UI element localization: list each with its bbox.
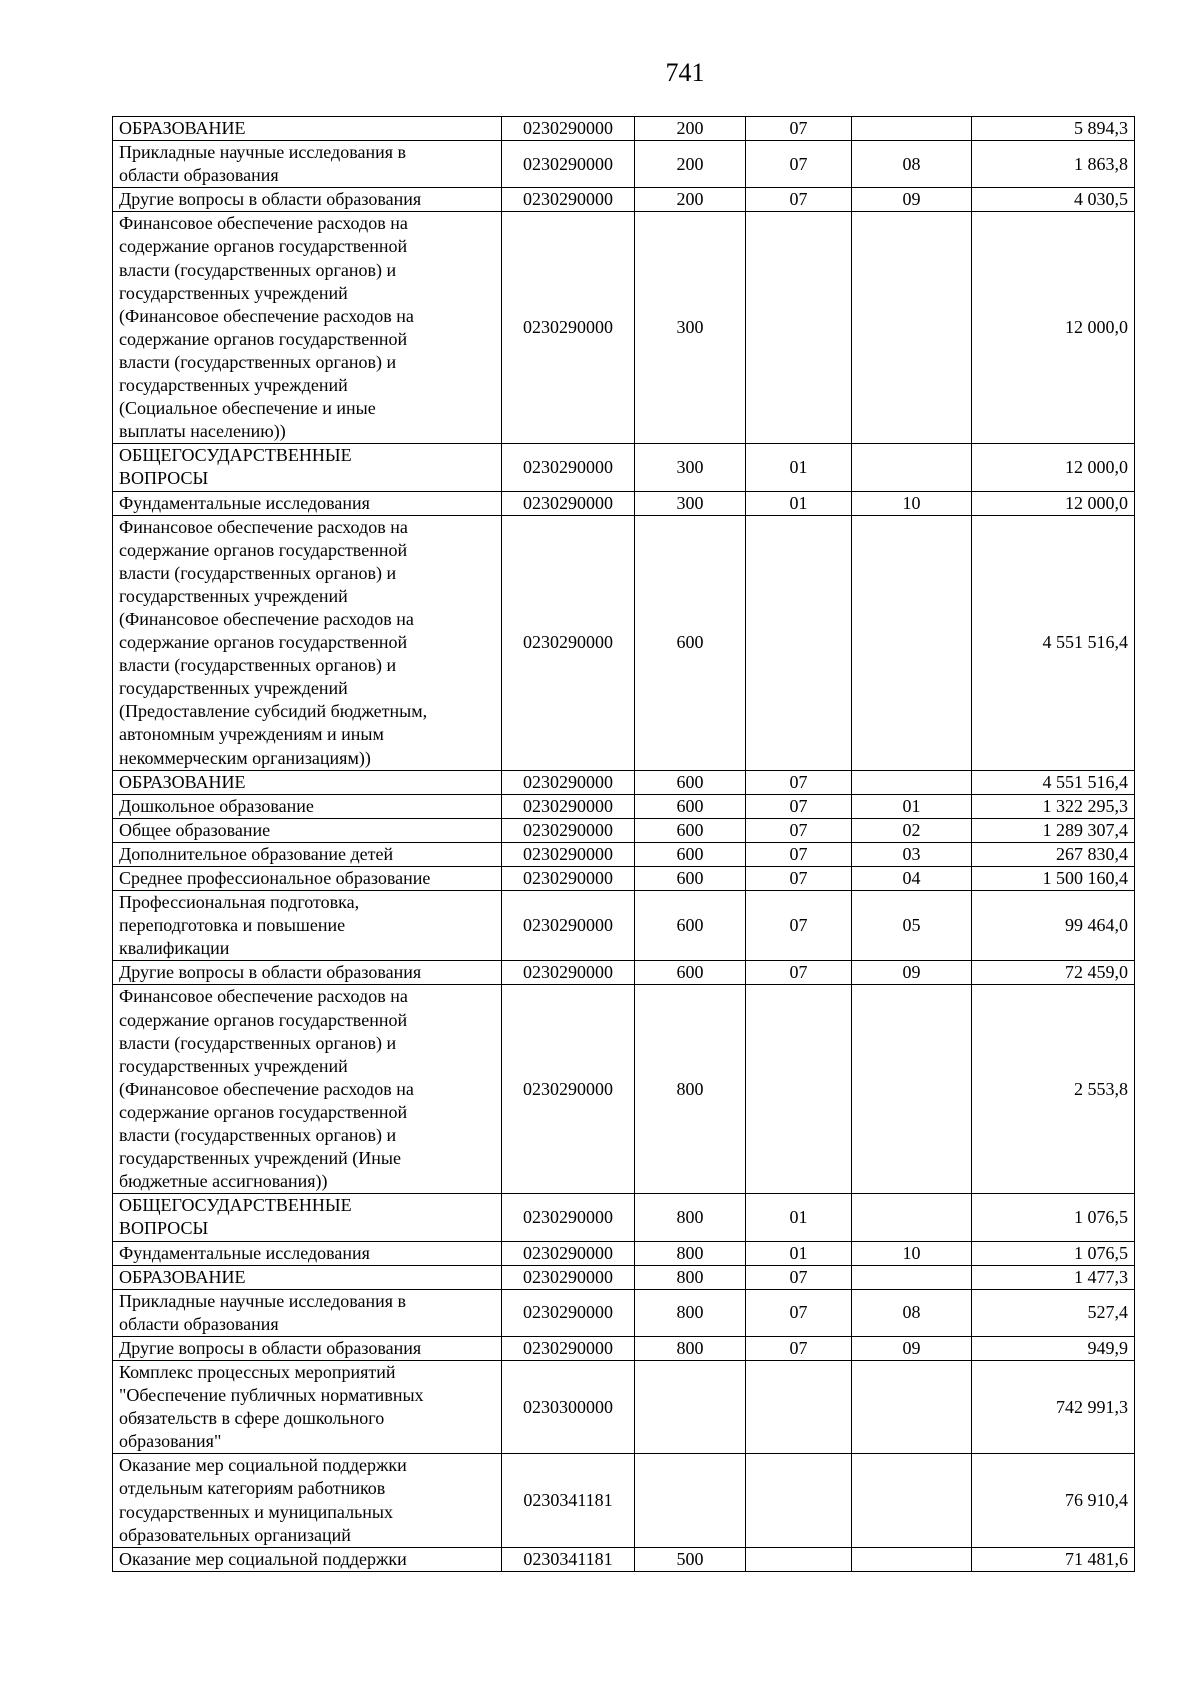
section-cell	[746, 1360, 852, 1453]
item-name-cell	[113, 188, 502, 212]
item-name-line: Другие вопросы в области образования	[119, 962, 422, 983]
item-name-line: (Финансовое обеспечение расходов на	[119, 608, 414, 629]
table-row	[113, 961, 1135, 985]
target-code-cell: 0230290000	[502, 770, 635, 794]
item-name-cell	[113, 985, 502, 1194]
expense-type-cell: 800	[635, 1241, 746, 1265]
target-code-cell: 0230290000	[502, 1241, 635, 1265]
section-cell	[746, 1547, 852, 1571]
item-name-line: Финансовое обеспечение расходов на	[119, 986, 408, 1007]
target-code-cell: 0230290000	[502, 985, 635, 1194]
item-name-line: власти (государственных органов) и	[119, 562, 397, 583]
section-cell: 07	[746, 770, 852, 794]
expense-type-cell: 200	[635, 188, 746, 212]
amount-cell: 71 481,6	[972, 1547, 1135, 1571]
target-code-cell: 0230290000	[502, 515, 635, 770]
subsection-cell: 08	[852, 141, 972, 188]
amount-cell: 1 500 160,4	[972, 867, 1135, 891]
table-row	[113, 842, 1135, 866]
section-cell: 07	[746, 842, 852, 866]
item-name-line: Прикладные научные исследования в	[119, 142, 406, 163]
item-name-line: квалификации	[119, 938, 230, 959]
item-name-line: отдельным категориям работников	[119, 1478, 386, 1499]
table-row	[113, 1265, 1135, 1289]
target-code-cell: 0230341181	[502, 1454, 635, 1547]
amount-cell: 4 030,5	[972, 188, 1135, 212]
item-name-line: некоммерческим организациям))	[119, 747, 371, 768]
table-row	[113, 212, 1135, 444]
item-name-cell	[113, 1194, 502, 1241]
target-code-cell: 0230300000	[502, 1360, 635, 1453]
item-name-line: Финансовое обеспечение расходов на	[119, 516, 408, 537]
expense-type-cell: 600	[635, 867, 746, 891]
amount-cell: 1 477,3	[972, 1265, 1135, 1289]
subsection-cell: 10	[852, 1241, 972, 1265]
item-name-line: (Финансовое обеспечение расходов на	[119, 1078, 414, 1099]
table-row	[113, 1289, 1135, 1336]
expense-type-cell: 800	[635, 1289, 746, 1336]
subsection-cell	[852, 1265, 972, 1289]
target-code-cell: 0230290000	[502, 818, 635, 842]
amount-cell: 76 910,4	[972, 1454, 1135, 1547]
subsection-cell	[852, 1547, 972, 1571]
target-code-cell: 0230341181	[502, 1547, 635, 1571]
item-name-line: Среднее профессиональное образование	[119, 868, 431, 888]
amount-cell: 1 322 295,3	[972, 794, 1135, 818]
subsection-cell	[852, 770, 972, 794]
subsection-cell	[852, 1360, 972, 1453]
subsection-cell	[852, 212, 972, 444]
target-code-cell: 0230290000	[502, 842, 635, 866]
subsection-cell: 04	[852, 867, 972, 891]
section-cell: 01	[746, 444, 852, 491]
item-name-line: Оказание мер социальной поддержки	[119, 1455, 407, 1476]
item-name-line: государственных учреждений	[119, 585, 348, 606]
item-name-line: Дополнительное образование детей	[119, 843, 394, 864]
item-name-cell	[113, 444, 502, 491]
section-cell: 01	[746, 1241, 852, 1265]
amount-cell: 949,9	[972, 1336, 1135, 1360]
item-name-line: Фундаментальные исследования	[119, 492, 370, 513]
table-row	[113, 444, 1135, 491]
item-name-line: власти (государственных органов) и	[119, 655, 397, 676]
item-name-line: содержание органов государственной	[119, 1101, 408, 1122]
table-row	[113, 1454, 1135, 1547]
item-name-cell	[113, 141, 502, 188]
amount-cell: 1 076,5	[972, 1241, 1135, 1265]
subsection-cell	[852, 1454, 972, 1547]
expense-type-cell: 600	[635, 842, 746, 866]
subsection-cell: 08	[852, 1289, 972, 1336]
item-name-line: государственных учреждений	[119, 282, 348, 303]
section-cell	[746, 985, 852, 1194]
subsection-cell: 09	[852, 961, 972, 985]
table-row	[113, 1194, 1135, 1241]
item-name-line: автономным учреждениям и иным	[119, 724, 384, 745]
expense-type-cell: 600	[635, 770, 746, 794]
subsection-cell: 10	[852, 491, 972, 515]
item-name-cell	[113, 842, 502, 866]
table-row	[113, 770, 1135, 794]
subsection-cell: 03	[852, 842, 972, 866]
item-name-cell	[113, 867, 502, 891]
item-name-cell	[113, 770, 502, 794]
item-name-line: содержание органов государственной	[119, 539, 408, 560]
table-row	[113, 188, 1135, 212]
page-number: 741	[665, 58, 705, 87]
table-row	[113, 1241, 1135, 1265]
table-row	[113, 1547, 1135, 1571]
expense-type-cell: 600	[635, 794, 746, 818]
item-name-cell	[113, 891, 502, 961]
item-name-cell	[113, 794, 502, 818]
amount-cell: 1 076,5	[972, 1194, 1135, 1241]
section-cell: 01	[746, 491, 852, 515]
amount-cell: 527,4	[972, 1289, 1135, 1336]
item-name-cell	[113, 1547, 502, 1571]
section-cell: 07	[746, 794, 852, 818]
item-name-line: Профессиональная подготовка,	[119, 892, 360, 913]
section-cell	[746, 1454, 852, 1547]
table-row	[113, 891, 1135, 961]
target-code-cell: 0230290000	[502, 141, 635, 188]
table-row	[113, 818, 1135, 842]
section-cell	[746, 515, 852, 770]
item-name-cell	[113, 491, 502, 515]
subsection-cell	[852, 1194, 972, 1241]
target-code-cell: 0230290000	[502, 1289, 635, 1336]
item-name-line: государственных и муниципальных	[119, 1501, 393, 1522]
section-cell: 07	[746, 117, 852, 141]
amount-cell: 267 830,4	[972, 842, 1135, 866]
expense-type-cell: 800	[635, 985, 746, 1194]
item-name-cell	[113, 212, 502, 444]
item-name-line: содержание органов государственной	[119, 1009, 408, 1030]
item-name-line: Фундаментальные исследования	[119, 1242, 370, 1263]
expense-type-cell: 600	[635, 515, 746, 770]
item-name-line: ОБРАЗОВАНИЕ	[119, 771, 246, 792]
table-row	[113, 867, 1135, 891]
target-code-cell: 0230290000	[502, 891, 635, 961]
target-code-cell: 0230290000	[502, 794, 635, 818]
item-name-line: Финансовое обеспечение расходов на	[119, 213, 408, 234]
amount-cell: 12 000,0	[972, 212, 1135, 444]
amount-cell: 4 551 516,4	[972, 515, 1135, 770]
subsection-cell	[852, 985, 972, 1194]
item-name-line: области образования	[119, 1313, 279, 1334]
subsection-cell: 09	[852, 188, 972, 212]
item-name-cell	[113, 1265, 502, 1289]
item-name-line: власти (государственных органов) и	[119, 259, 397, 280]
subsection-cell: 09	[852, 1336, 972, 1360]
section-cell: 07	[746, 818, 852, 842]
item-name-line: содержание органов государственной	[119, 632, 408, 653]
section-cell: 07	[746, 1265, 852, 1289]
target-code-cell: 0230290000	[502, 188, 635, 212]
expense-type-cell: 800	[635, 1336, 746, 1360]
amount-cell: 742 991,3	[972, 1360, 1135, 1453]
item-name-line: Дошкольное образование	[119, 795, 314, 816]
amount-cell: 12 000,0	[972, 444, 1135, 491]
item-name-line: содержание органов государственной	[119, 328, 408, 349]
subsection-cell	[852, 444, 972, 491]
item-name-cell	[113, 117, 502, 141]
item-name-cell	[113, 818, 502, 842]
target-code-cell: 0230290000	[502, 444, 635, 491]
section-cell: 07	[746, 867, 852, 891]
amount-cell: 72 459,0	[972, 961, 1135, 985]
target-code-cell: 0230290000	[502, 117, 635, 141]
item-name-line: Другие вопросы в области образования	[119, 189, 422, 210]
item-name-line: власти (государственных органов) и	[119, 351, 397, 372]
target-code-cell: 0230290000	[502, 491, 635, 515]
item-name-line: ОБЩЕГОСУДАРСТВЕННЫЕ	[119, 445, 352, 466]
table-row	[113, 117, 1135, 141]
amount-cell: 5 894,3	[972, 117, 1135, 141]
table-row	[113, 141, 1135, 188]
item-name-line: Комплекс процессных мероприятий	[119, 1361, 396, 1382]
item-name-line: выплаты населению))	[119, 421, 286, 442]
table-row	[113, 491, 1135, 515]
section-cell: 07	[746, 1289, 852, 1336]
section-cell	[746, 212, 852, 444]
item-name-line: содержание органов государственной	[119, 236, 408, 257]
item-name-line: ВОПРОСЫ	[119, 468, 209, 489]
item-name-line: ВОПРОСЫ	[119, 1218, 209, 1239]
item-name-line: ОБЩЕГОСУДАРСТВЕННЫЕ	[119, 1195, 352, 1216]
expense-type-cell: 300	[635, 491, 746, 515]
item-name-cell	[113, 515, 502, 770]
item-name-cell	[113, 1360, 502, 1453]
amount-cell: 12 000,0	[972, 491, 1135, 515]
item-name-line: "Обеспечение публичных нормативных	[119, 1385, 424, 1406]
table-row	[113, 1360, 1135, 1453]
section-cell: 07	[746, 141, 852, 188]
subsection-cell: 05	[852, 891, 972, 961]
amount-cell: 4 551 516,4	[972, 770, 1135, 794]
expense-type-cell: 200	[635, 141, 746, 188]
item-name-line: Оказание мер социальной поддержки	[119, 1548, 407, 1569]
item-name-line: (Финансовое обеспечение расходов на	[119, 305, 414, 326]
expense-type-cell: 600	[635, 961, 746, 985]
item-name-line: государственных учреждений (Иные	[119, 1148, 401, 1169]
item-name-line: власти (государственных органов) и	[119, 1125, 397, 1146]
table-row	[113, 794, 1135, 818]
subsection-cell: 02	[852, 818, 972, 842]
expense-type-cell: 600	[635, 818, 746, 842]
section-cell: 07	[746, 961, 852, 985]
item-name-line: Общее образование	[119, 819, 271, 840]
target-code-cell: 0230290000	[502, 867, 635, 891]
item-name-line: ОБРАЗОВАНИЕ	[119, 1266, 246, 1287]
item-name-line: переподготовка и повышение	[119, 915, 346, 936]
item-name-cell	[113, 961, 502, 985]
target-code-cell: 0230290000	[502, 1336, 635, 1360]
item-name-line: власти (государственных органов) и	[119, 1032, 397, 1053]
expense-type-cell: 500	[635, 1547, 746, 1571]
target-code-cell: 0230290000	[502, 212, 635, 444]
section-cell: 07	[746, 188, 852, 212]
expense-type-cell: 200	[635, 117, 746, 141]
item-name-line: ОБРАЗОВАНИЕ	[119, 118, 246, 138]
expense-type-cell: 800	[635, 1194, 746, 1241]
item-name-cell	[113, 1336, 502, 1360]
item-name-cell	[113, 1241, 502, 1265]
table-body	[113, 117, 1135, 1572]
target-code-cell: 0230290000	[502, 961, 635, 985]
expense-type-cell: 300	[635, 212, 746, 444]
amount-cell: 1 863,8	[972, 141, 1135, 188]
item-name-line: (Социальное обеспечение и иные	[119, 398, 376, 419]
target-code-cell: 0230290000	[502, 1194, 635, 1241]
subsection-cell: 01	[852, 794, 972, 818]
subsection-cell	[852, 515, 972, 770]
table-row	[113, 985, 1135, 1194]
item-name-line: бюджетные ассигнования))	[119, 1171, 328, 1192]
item-name-line: образования"	[119, 1431, 222, 1452]
expense-type-cell: 600	[635, 891, 746, 961]
item-name-cell	[113, 1289, 502, 1336]
item-name-line: обязательств в сфере дошкольного	[119, 1408, 385, 1429]
amount-cell: 1 289 307,4	[972, 818, 1135, 842]
item-name-line: государственных учреждений	[119, 678, 348, 699]
target-code-cell: 0230290000	[502, 1265, 635, 1289]
expense-type-cell	[635, 1360, 746, 1453]
subsection-cell	[852, 117, 972, 141]
expense-type-cell	[635, 1454, 746, 1547]
section-cell: 07	[746, 1336, 852, 1360]
expense-type-cell: 300	[635, 444, 746, 491]
budget-table	[112, 116, 1135, 1572]
item-name-line: государственных учреждений	[119, 1055, 348, 1076]
item-name-line: области образования	[119, 165, 279, 186]
item-name-cell	[113, 1454, 502, 1547]
table-row	[113, 515, 1135, 770]
section-cell: 07	[746, 891, 852, 961]
item-name-line: (Предоставление субсидий бюджетным,	[119, 701, 428, 722]
item-name-line: Прикладные научные исследования в	[119, 1290, 406, 1311]
section-cell: 01	[746, 1194, 852, 1241]
table-row	[113, 1336, 1135, 1360]
amount-cell: 99 464,0	[972, 891, 1135, 961]
item-name-line: Другие вопросы в области образования	[119, 1337, 422, 1358]
amount-cell: 2 553,8	[972, 985, 1135, 1194]
expense-type-cell: 800	[635, 1265, 746, 1289]
item-name-line: государственных учреждений	[119, 375, 348, 396]
item-name-line: образовательных организаций	[119, 1524, 351, 1545]
